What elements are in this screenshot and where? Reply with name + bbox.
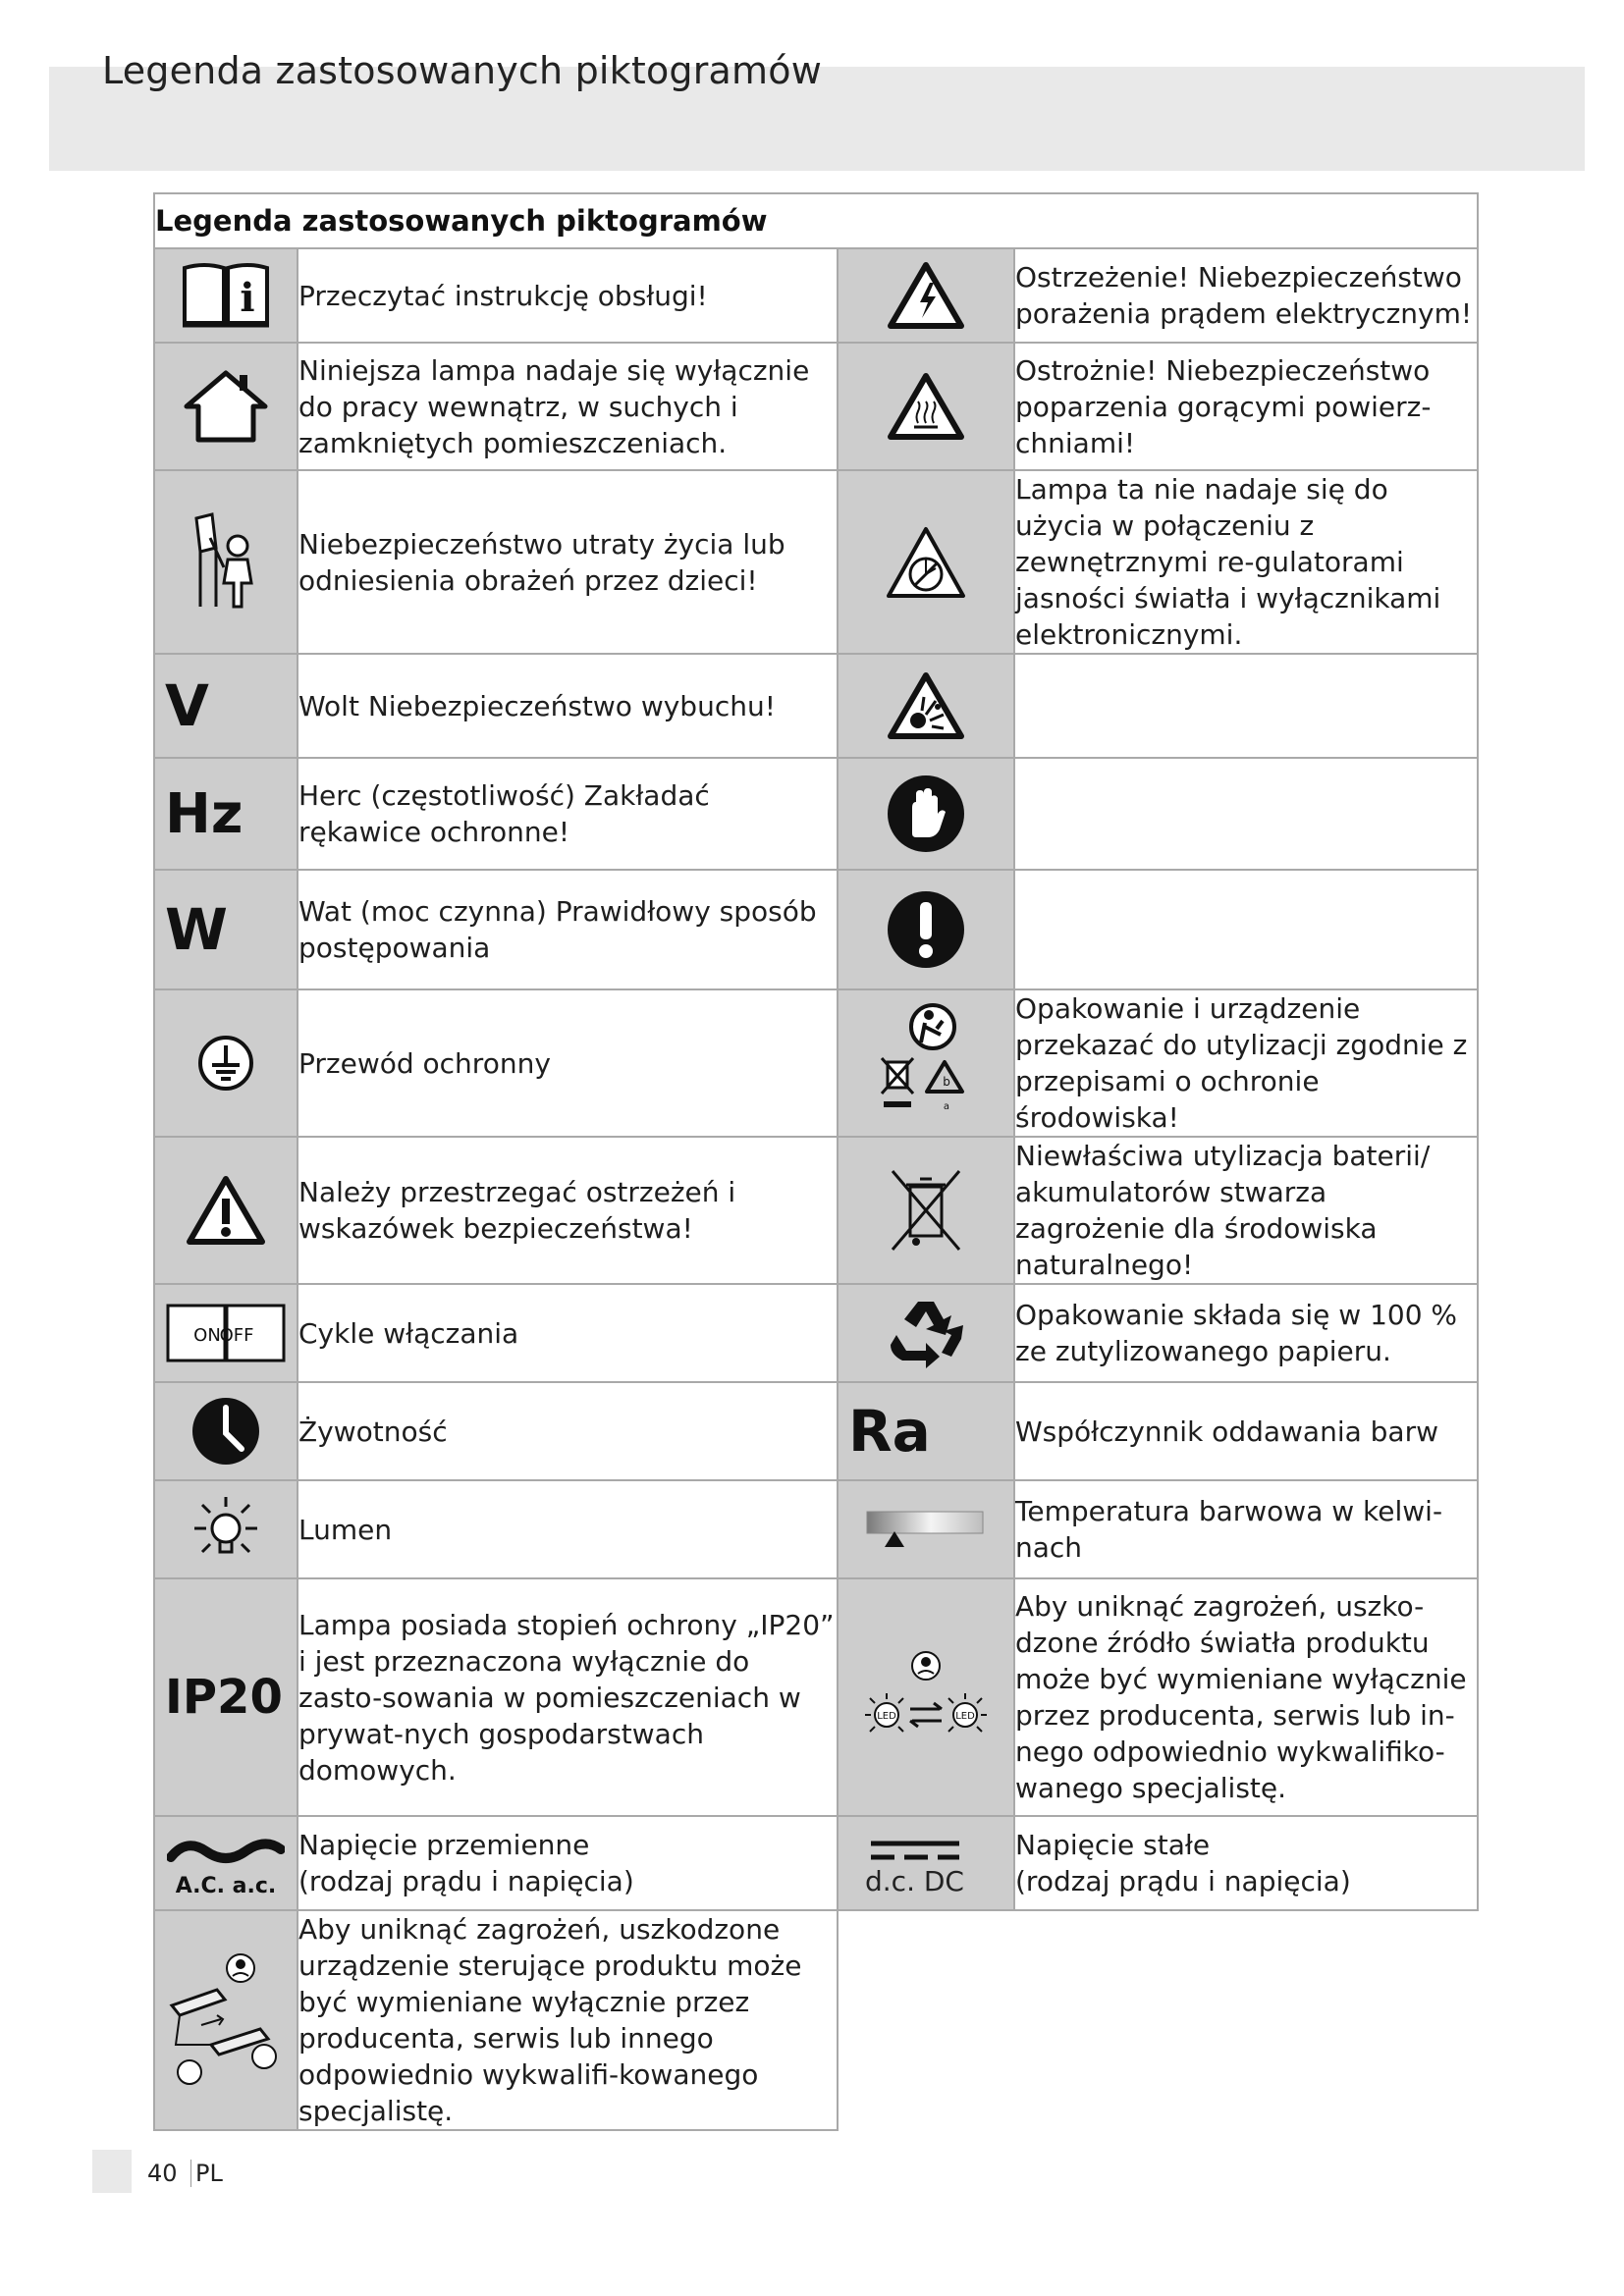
legend-text: Niniejsza lampa nadaje się wyłącznie do pracy wewnątrz, w suchych i zamkniętych pomieszczeniach.	[298, 343, 838, 470]
legend-text	[1014, 870, 1478, 989]
led-replacement-icon	[838, 1578, 1014, 1816]
svg-text:OFF: OFF	[219, 1325, 254, 1346]
gloves-icon	[838, 758, 1014, 870]
legend-text: Żywotność	[298, 1382, 838, 1480]
svg-text:i: i	[240, 275, 255, 321]
legend-text: Ostrzeżenie! Niebezpieczeństwo porażenia prądem elektrycznym!	[1014, 248, 1478, 343]
empty-cell	[838, 1910, 1014, 2130]
legend-text	[1014, 758, 1478, 870]
table-title-row	[154, 193, 1478, 248]
legend-text: Lampa ta nie nadaje się do użycia w połączeniu z zewnętrznymi re-gulatorami jasności światła i wyłącznikami elektronicznymi.	[1014, 470, 1478, 654]
svg-text:a: a	[943, 1101, 950, 1112]
legend-text: Przeczytać instrukcję obsługi!	[298, 248, 838, 343]
legend-text: Cykle włączania	[298, 1284, 838, 1382]
control-gear-replacement-icon	[154, 1910, 298, 2130]
legend-text: Opakowanie składa się w 100 % ze zutylizowanego papieru.	[1014, 1284, 1478, 1382]
table-row	[154, 248, 1478, 343]
direct-current-icon	[838, 1816, 1014, 1910]
general-warning-icon	[154, 1137, 298, 1284]
table-row	[154, 1480, 1478, 1578]
empty-cell	[1014, 1910, 1478, 2130]
clock-icon	[154, 1382, 298, 1480]
hot-surface-warning-icon	[838, 343, 1014, 470]
recycled-paper-icon	[838, 1284, 1014, 1382]
legend-text: Opakowanie i urządzenie przekazać do utylizacji zgodnie z przepisami o ochronie środowiska!	[1014, 989, 1478, 1137]
table-row	[154, 1578, 1478, 1816]
table-row	[154, 758, 1478, 870]
legend-text: Niebezpieczeństwo utraty życia lub odniesienia obrażeń przez dzieci!	[298, 470, 838, 654]
watt-icon: W	[154, 870, 298, 989]
table-row	[154, 1910, 1478, 2130]
legend-text-line: (rodzaj prądu i napięcia)	[298, 1865, 634, 1897]
table-row	[154, 1284, 1478, 1382]
manual-info-icon	[154, 248, 298, 343]
pictogram-legend-table	[153, 192, 1479, 2131]
legend-text: Lampa posiada stopień ochrony „IP20” i jest przeznaczona wyłącznie do zasto-sowania w pomieszczeniach w prywat-nych gospodarstwach domowych.	[298, 1578, 838, 1816]
legend-text: Wat (moc czynna) Prawidłowy sposób postępowania	[298, 870, 838, 989]
volt-icon: V	[154, 654, 298, 758]
recycling-disposal-icon	[838, 989, 1014, 1137]
legend-text: Przewód ochronny	[298, 989, 838, 1137]
svg-text:LED: LED	[877, 1711, 896, 1722]
indoor-house-icon	[154, 343, 298, 470]
legend-text: Aby uniknąć zagrożeń, uszko-dzone źródło światła produktu może być wymieniane wyłącznie przez producenta, serwis lub in-nego odpowiednio wykwalifiko-wanego specjalistę.	[1014, 1578, 1478, 1816]
table-row	[154, 870, 1478, 989]
on-off-icon	[154, 1284, 298, 1382]
table-row	[154, 1816, 1478, 1910]
table-row	[154, 343, 1478, 470]
color-temperature-icon	[838, 1480, 1014, 1578]
svg-text:d.c. DC: d.c. DC	[865, 1865, 964, 1897]
footer-box	[92, 2150, 132, 2193]
page-number: 40	[147, 2160, 178, 2187]
table-row	[154, 654, 1478, 758]
legend-text-line: Napięcie stałe	[1015, 1829, 1211, 1861]
table-row	[154, 1137, 1478, 1284]
protective-earth-icon	[154, 989, 298, 1137]
crossed-bin-icon	[838, 1137, 1014, 1284]
explosion-warning-icon	[838, 654, 1014, 758]
legend-text-line: Napięcie przemienne	[298, 1829, 590, 1861]
hertz-icon: Hz	[154, 758, 298, 870]
legend-text-line: (rodzaj prądu i napięcia)	[1015, 1865, 1351, 1897]
alternating-current-icon	[154, 1816, 298, 1910]
no-dimmer-icon	[838, 470, 1014, 654]
legend-text	[1014, 654, 1478, 758]
svg-text:b: b	[943, 1075, 950, 1089]
correct-procedure-icon	[838, 870, 1014, 989]
legend-text	[298, 1816, 838, 1910]
ra-icon: Ra	[838, 1382, 1014, 1480]
child-danger-icon	[154, 470, 298, 654]
legend-text: Aby uniknąć zagrożeń, uszkodzone urządzenie sterujące produktu może być wymieniane wyłącznie przez producenta, serwis lub innego odpowiednio wykwalifi-kowanego specjalistę.	[298, 1910, 838, 2130]
svg-text:LED: LED	[955, 1711, 975, 1722]
svg-text:A.C. a.c.: A.C. a.c.	[175, 1874, 277, 1898]
table-row	[154, 470, 1478, 654]
electric-shock-warning-icon	[838, 248, 1014, 343]
table-row	[154, 989, 1478, 1137]
legend-text: Lumen	[298, 1480, 838, 1578]
legend-text: Ostrożnie! Niebezpieczeństwo poparzenia gorącymi powierz-chniami!	[1014, 343, 1478, 470]
legend-text	[1014, 1816, 1478, 1910]
table-row	[154, 1382, 1478, 1480]
lumen-icon	[154, 1480, 298, 1578]
legend-text: Współczynnik oddawania barw	[1014, 1382, 1478, 1480]
table-title: Legenda zastosowanych piktogramów	[154, 193, 1478, 248]
legend-text: Wolt Niebezpieczeństwo wybuchu!	[298, 654, 838, 758]
page-title: Legenda zastosowanych piktogramów	[102, 49, 822, 92]
legend-text: Herc (częstotliwość) Zakładać rękawice ochronne!	[298, 758, 838, 870]
legend-text: Należy przestrzegać ostrzeżeń i wskazówek bezpieczeństwa!	[298, 1137, 838, 1284]
legend-text: Temperatura barwowa w kelwi-nach	[1014, 1480, 1478, 1578]
ip20-icon: IP20	[154, 1578, 298, 1816]
language-code: PL	[190, 2160, 223, 2187]
legend-text: Niewłaściwa utylizacja baterii/ akumulatorów stwarza zagrożenie dla środowiska naturalnego!	[1014, 1137, 1478, 1284]
svg-text:ON: ON	[193, 1325, 221, 1346]
